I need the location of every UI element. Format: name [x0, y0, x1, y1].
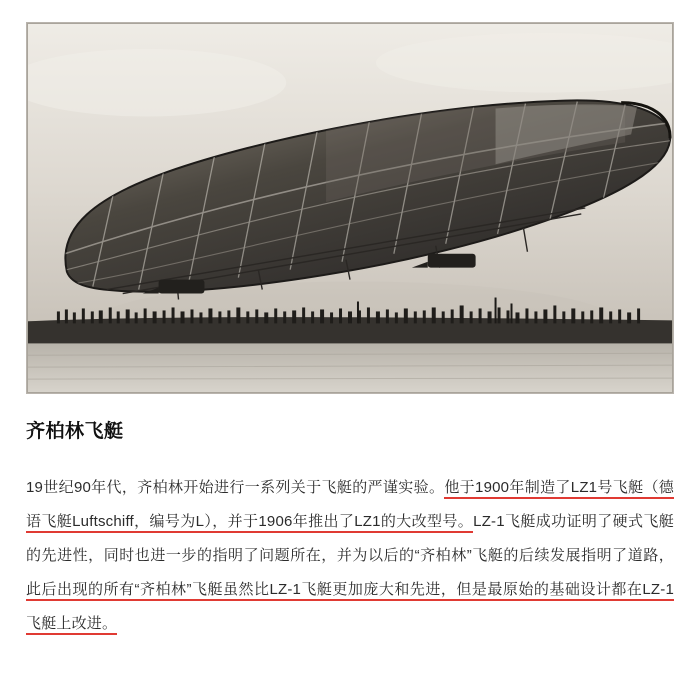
article-title: 齐柏林飞艇: [26, 421, 124, 442]
paragraph-segment-4-underlined: 此后出现的所有“齐柏林”飞艇虽然比LZ-1飞艇更加庞大和先进，但是最原始的基础设计都在LZ-1飞艇上改进。: [26, 581, 674, 635]
zeppelin-photograph: [26, 22, 674, 394]
article-paragraph: [26, 471, 674, 641]
paragraph-segment-1: 19世纪90年代，齐柏林开始进行一系列关于飞艇的严谨实验。: [26, 478, 445, 496]
article: [26, 394, 674, 641]
paragraph-segment-3: LZ-1飞艇成功证明了硬式飞艇的先进性，同时也进一步的指明了问题所在，并为以后的“齐柏林”飞艇的后续发展指明了道路，: [26, 512, 674, 564]
photograph-illustration: [27, 23, 673, 393]
paragraph-segment-2-underlined: 他于1900年制造了LZ1号飞艇（德语飞艇Luftschiff，编号为L），并于1906年推出了LZ1的大改型号。: [26, 479, 674, 533]
